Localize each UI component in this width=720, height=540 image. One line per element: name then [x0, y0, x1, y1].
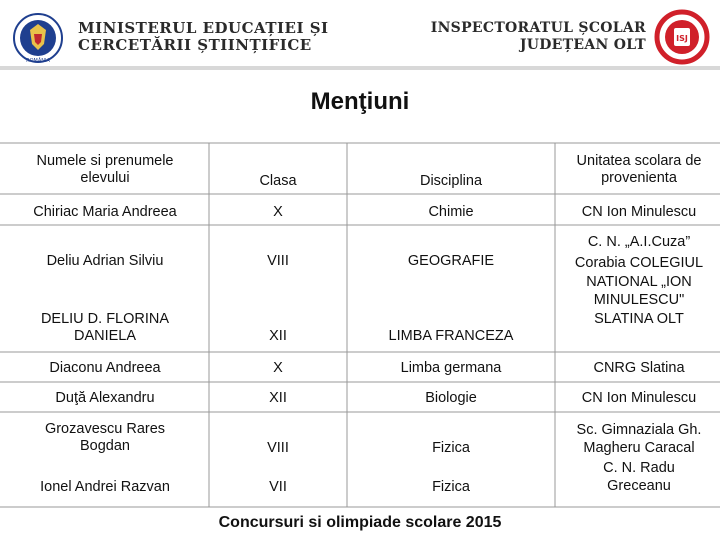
table-cell-subject: LIMBA FRANCEZA	[388, 328, 514, 344]
table-cell-class: XII	[269, 328, 287, 344]
table-cell-subject: Biologie	[425, 390, 477, 406]
table-cell-school: Corabia COLEGIUL NATIONAL „ION MINULESCU" SLATINA OLT	[574, 255, 704, 327]
table-cell-class: XII	[269, 390, 287, 406]
table-cell-school: CN Ion Minulescu	[581, 204, 697, 220]
table-cell-name: Deliu Adrian Silviu	[46, 253, 164, 269]
table-cell-school: C. N. „A.I.Cuza”	[587, 234, 691, 250]
svg-text:ISJ: ISJ	[676, 34, 688, 43]
header-banner	[0, 0, 720, 66]
column-header-class: Clasa	[259, 173, 297, 189]
table-cell-subject: Chimie	[428, 204, 474, 220]
page-title: Menţiuni	[310, 88, 410, 115]
footer-caption: Concursuri si olimpiade scolare 2015	[218, 514, 502, 531]
table-cell-school: C. N. Radu Greceanu	[603, 460, 675, 494]
table-cell-name: Chiriac Maria Andreea	[33, 204, 177, 220]
table-cell-class: VII	[269, 479, 287, 495]
isj-olt-logo-icon	[652, 8, 712, 66]
ministry-name: MINISTERUL EDUCAȚIEI ȘI CERCETĂRII ȘTIINȚIFICE	[78, 19, 329, 54]
table-cell-subject: Fizica	[432, 479, 470, 495]
table-cell-name: Duţă Alexandru	[55, 390, 155, 406]
table-cell-subject: Fizica	[432, 440, 470, 456]
table-cell-class: VIII	[267, 440, 289, 456]
header-divider	[0, 66, 720, 70]
table-cell-subject: Limba germana	[400, 360, 502, 376]
column-header-name: Numele si prenumele elevului	[36, 153, 174, 186]
column-header-school: Unitatea scolara de provenienta	[576, 153, 702, 186]
table-cell-school: Sc. Gimnaziala Gh. Magheru Caracal	[576, 422, 702, 456]
table-cell-class: X	[273, 360, 283, 376]
table-cell-name: Diaconu Andreea	[49, 360, 161, 376]
table-cell-school: CNRG Slatina	[593, 360, 685, 376]
inspectorate-name: INSPECTORATUL ȘCOLAR JUDEȚEAN OLT	[430, 20, 646, 53]
table-cell-name: DELIU D. FLORINA DANIELA	[40, 311, 170, 344]
table-cell-class: X	[273, 204, 283, 220]
romania-coat-of-arms-icon	[10, 12, 66, 64]
table-cell-name: Grozavescu Rares Bogdan	[44, 421, 166, 454]
svg-text:ROMÂNIA: ROMÂNIA	[26, 58, 50, 64]
table-cell-name: Ionel Andrei Razvan	[40, 479, 170, 495]
column-header-subject: Disciplina	[419, 173, 483, 189]
table-cell-class: VIII	[267, 253, 289, 269]
table-cell-subject: GEOGRAFIE	[407, 253, 495, 269]
table-cell-school: CN Ion Minulescu	[581, 390, 697, 406]
